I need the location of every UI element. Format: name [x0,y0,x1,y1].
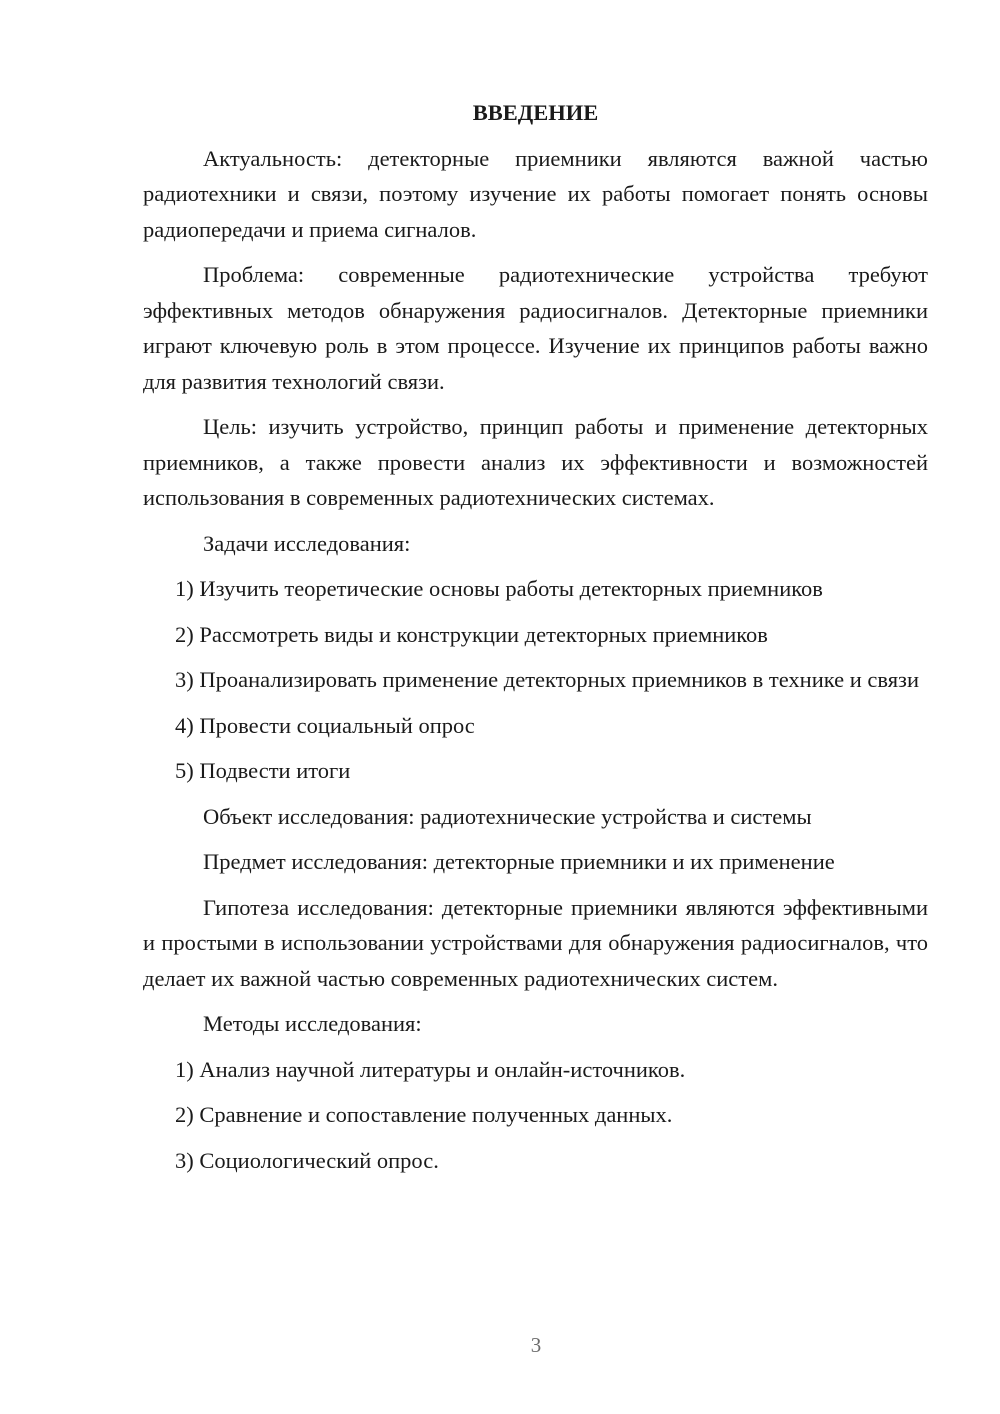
method-item-2: 2) Сравнение и сопоставление полученных данных. [175,1102,673,1127]
task-item-2: 2) Рассмотреть виды и конструкции детекторных приемников [175,621,768,647]
method-item-3: 3) Социологический опрос. [175,1147,439,1173]
methods-heading: Методы исследования: [203,1011,422,1036]
section-title: ВВЕДЕНИЕ [472,100,599,125]
goal-paragraph: Цель: изучить устройство, принцип работы и применение детекторных приемников, а также провести анализ их эффективности и возможностей использования в современных радиотехнических системах. [143,414,928,510]
subject-paragraph: Предмет исследования: детекторные приемники и их применение [203,849,835,874]
method-item-1: 1) Анализ научной литературы и онлайн-источников. [175,1056,686,1082]
problem-paragraph: Проблема: современные радиотехнические устройства требуют эффективных методов обнаружения радиосигналов. Детекторные приемники играют ключевую роль в этом процессе. Изучение их принципов работы важно для развития технологий связи. [143,262,928,394]
page-number: 3 [530,1333,542,1357]
relevance-paragraph: Актуальность: детекторные приемники являются важной частью радиотехники и связи, поэтому изучение их работы помогает понять основы радиопередачи и приема сигналов. [143,145,928,242]
page-content [143,95,928,1188]
object-paragraph: Объект исследования: радиотехнические устройства и системы [203,803,812,829]
hypothesis-paragraph: Гипотеза исследования: детекторные приемники являются эффективными и простыми в использовании устройствами для обнаружения радиосигналов, что делает их важной частью современных радиотехнических систем. [143,894,928,991]
task-item-4: 4) Провести социальный опрос [175,712,475,738]
tasks-heading: Задачи исследования: [203,530,411,556]
task-item-1: 1) Изучить теоретические основы работы детекторных приемников [175,576,823,601]
task-item-5: 5) Подвести итоги [175,758,351,783]
task-item-3: 3) Проанализировать применение детекторных приемников в технике и связи [175,667,919,692]
